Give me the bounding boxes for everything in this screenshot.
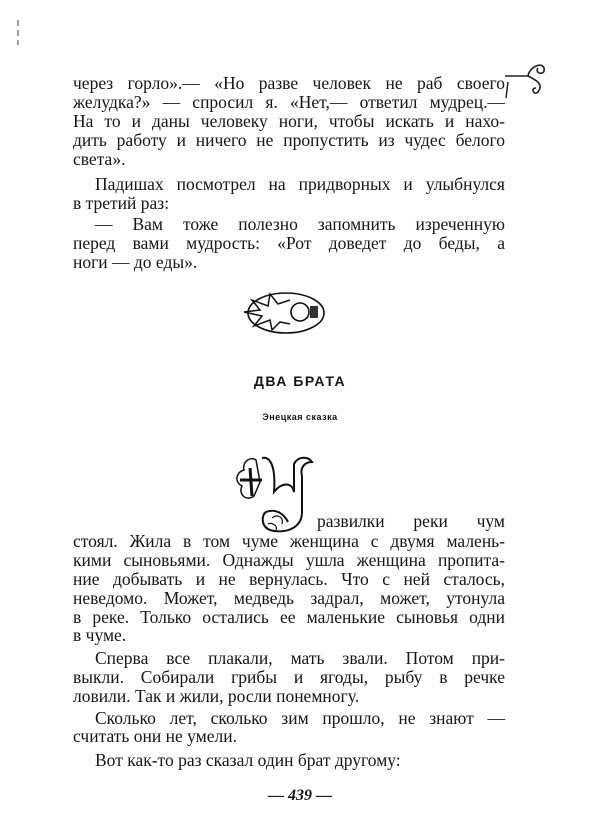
text-line: неведомо. Может, медведь задрал, может, утонула [73,588,505,608]
text-line: в реке. Только остались ее маленькие сыновья одни [73,607,505,627]
text-line: в чуме. [73,625,127,645]
text-line: в третий раз: [73,193,170,213]
text-line: стоял. Жила в том чуме женщина с двумя малень- [73,531,505,551]
text-line: ноги — до еды». [73,252,198,272]
text-line: желудка?» — спросил я. «Нет,— ответил мудрец.— [73,92,505,112]
text-line: Вот как-то раз сказал один брат другому: [95,750,401,770]
sun-ornament-icon [240,288,330,338]
page-number: — 439 — [268,787,332,804]
text-line: дить работу и ничего не пропустить из чудес белого [73,130,505,150]
text-line: считать они не умели. [73,726,237,746]
margin-marks [14,18,24,48]
text-line: через горло».— «Но разве человек не раб своего [73,73,505,93]
text-line: выкли. Собирали грибы и ягоды, рыбу в речке [73,667,505,687]
text-line: ловили. Так и жили, росли понемногу. [73,686,360,706]
text-line: развилки реки чум [317,511,505,531]
text-line: На то и даны человеку ноги, чтобы искать и нахо- [73,111,505,131]
text-line: — Вам тоже полезно запомнить изреченную [95,214,505,234]
text-line: Сперва все плакали, мать звали. Потом при- [95,648,505,668]
corner-ornament-icon [500,58,550,108]
text-line: ние добывать и не вернулась. Что с ней сталось, [73,569,505,589]
text-line: света». [73,149,126,169]
text-line: Падишах посмотрел на придворных и улыбнулся [95,174,505,194]
text-line: перед вами мудрость: «Рот доведет до беды, а [73,233,505,253]
text-line: кими сыновьями. Однажды ушла женщина пропита- [73,550,505,570]
story-subtitle: Энецкая сказка [262,412,338,422]
story-title: ДВА БРАТА [253,373,347,389]
drop-cap-ornament-icon [232,452,320,534]
text-line: Сколько лет, сколько зим прошло, не знают — [95,708,505,728]
